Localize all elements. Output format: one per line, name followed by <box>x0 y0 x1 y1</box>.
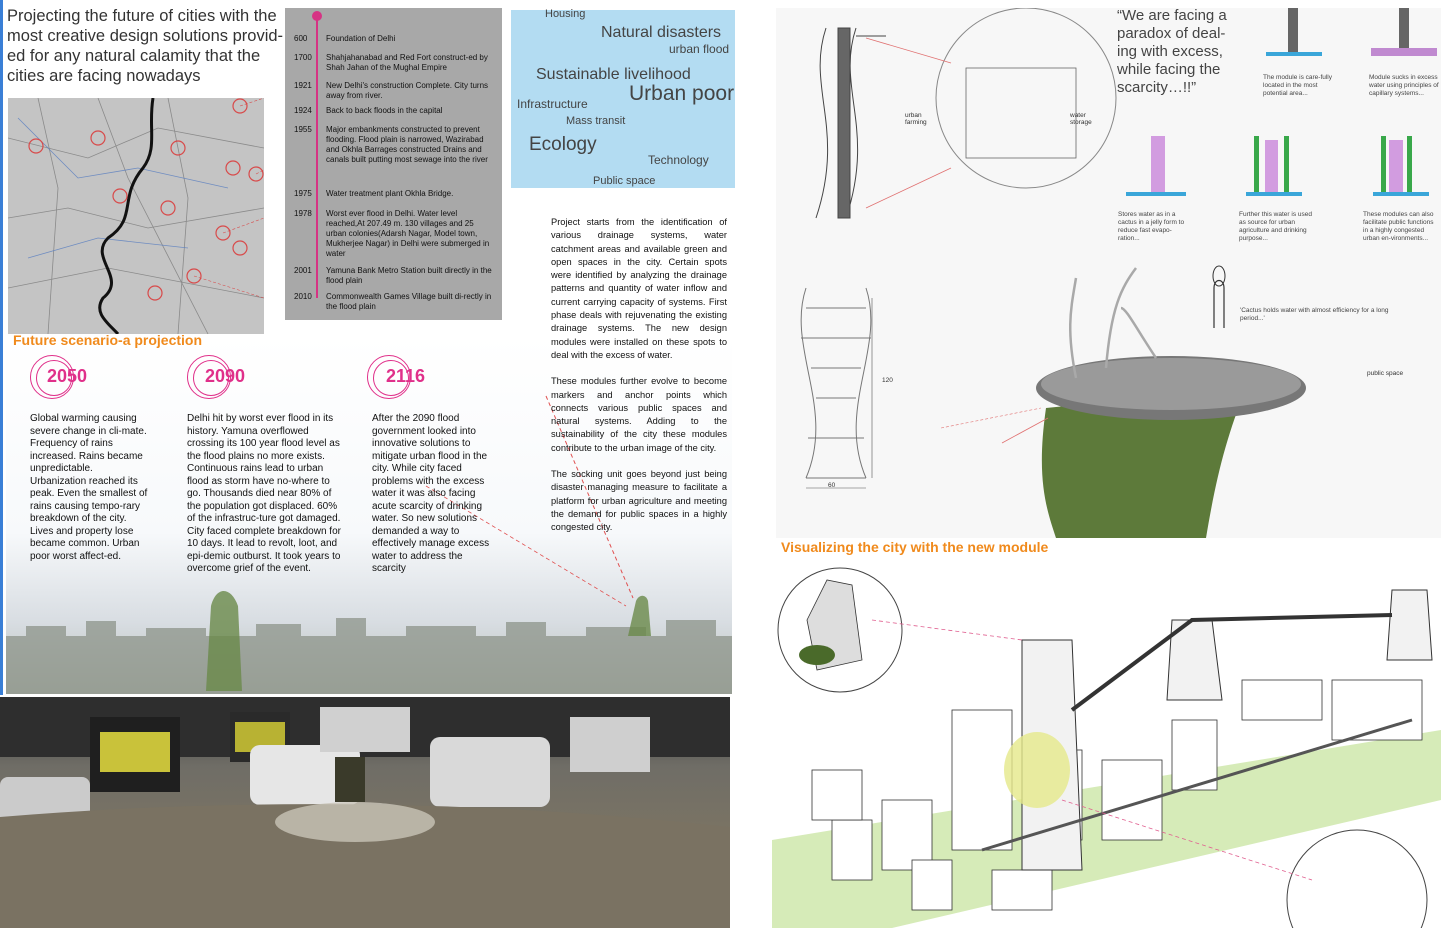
scenario-text: Delhi hit by worst ever flood in its history. Yamuna overflowed crossing its 100 year flood level as the flood plains no more exists. Continuous rains lead to urban flood as storm have no-where to go. Thousands died near 80% of the population got displaced. 60% of the infrastruc-ture got damaged. City faced complete breakdown for 10 days. It lead to revolt, loot, and epi-demic outburst. It took years to overcome grief of the event. <box>187 413 341 574</box>
keyword: urban flood <box>669 42 730 56</box>
keyword: Sustainable livelihood <box>536 66 691 83</box>
scenario-year: 2050 <box>47 366 88 386</box>
project-paragraph: Project starts from the identification of various drainage systems, water catchment areas and available green and open spaces in the city. Certain spots were identified by analyzing the drainage patterns and quantity of water inflow and current carrying capacity of systems. First phase deals with rejuvenating the existing drainage systems. The new design modules were installed on these spots to deal with the excess of water. <box>551 217 727 360</box>
timeline-year: 2001 <box>294 266 312 275</box>
timeline-year: 600 <box>294 34 308 43</box>
project-description <box>551 216 727 535</box>
keyword: Ecology <box>529 134 597 155</box>
module-caption: The module is care-fully located in the most potential area... <box>1263 74 1332 97</box>
module-caption: These modules can also facilitate public functions in a highly congested urban en-vironments... <box>1363 211 1434 242</box>
intro-line: Projecting the future of cities with the <box>7 7 277 25</box>
city-visualization <box>772 560 1441 928</box>
scenario-text: Global warming causing severe change in cli-mate. Frequency of rains increased. Rains became unpredictable. Urbanization reached its peak. Even the smallest of rains causing tempo-rary breakdown of the city. Lives and property lose became common. Urban poor worst affect-ed. <box>30 413 148 562</box>
timeline-text: Back to back floods in the capital <box>326 106 443 115</box>
intro-line: ed for any natural calamity that the <box>7 47 261 65</box>
scenario-text: After the 2090 flood government looked into innovative solutions to mitigate urban flood in the city. While city faced problems with the excess water it was also facing acute scarcity of drinking water. So new solutions demanded a way to effectively manage excess water to address the scarcity <box>372 413 490 574</box>
keyword: Infrastructure <box>517 97 588 111</box>
scenario-year: 2090 <box>205 366 246 386</box>
water-storage-label: water storage <box>1070 112 1092 126</box>
timeline-year: 1955 <box>294 125 312 134</box>
timeline-text: New Delhi's construction Complete. City turns away from river. <box>326 81 489 100</box>
keyword: Housing <box>545 8 586 20</box>
module-concept-panel <box>776 8 1441 538</box>
timeline-text: Foundation of Delhi <box>326 34 396 43</box>
urban-farming-label: urban farming <box>905 112 927 126</box>
keyword: Natural disasters <box>601 24 722 41</box>
timeline-year: 1978 <box>294 209 312 218</box>
paradox-quote: “We are facing a paradox of deal-ing with excess, while facing the scarcity…!!” <box>1117 7 1227 96</box>
intro-line: most creative design solutions provid- <box>7 27 284 45</box>
keyword: Mass transit <box>566 115 626 127</box>
scenario-title: Future scenario-a projection <box>13 332 203 348</box>
cactus-caption: 'Cactus holds water with almost efficiency for a long period...' <box>1240 307 1389 322</box>
flood-photo <box>0 697 730 928</box>
timeline-year: 1921 <box>294 81 312 90</box>
timeline-text: Yamuna Bank Metro Station built directly in the flood plain <box>326 266 492 285</box>
timeline-axis <box>316 14 318 298</box>
keyword: Urban poor <box>629 82 735 105</box>
module-caption: Stores water as in a cactus in a jelly form to reduce fast evapo-ration... <box>1118 211 1185 242</box>
timeline-text: Shahjahanabad and Red Fort construct-ed by Shah Jahan of the Mughal Empire <box>326 53 488 72</box>
timeline-year: 1700 <box>294 53 312 62</box>
timeline-text: Worst ever flood in Delhi. Water level reached,At 207.49 m. 130 villages and 25 urban colonies(Adarsh Nagar, Model town, Mukherjee Nagar) in Delhi were submerged in water <box>326 209 490 258</box>
height-dimension: 120 <box>882 377 893 384</box>
timeline-year: 2010 <box>294 292 312 301</box>
scenario-year: 2116 <box>386 366 426 386</box>
keyword-cloud <box>511 10 735 188</box>
timeline-text: Commonwealth Games Village built di-rectly in the flood plain <box>326 292 492 311</box>
module-caption: Module sucks in excess water using principles of capillary systems... <box>1369 74 1439 97</box>
timeline-year: 1924 <box>294 106 312 115</box>
intro-line: cities are facing nowadays <box>7 67 201 85</box>
project-paragraph: The socking unit goes beyond just being disaster managing measure to facilitate a platform for urban agriculture and meeting the demand for public spaces in a highly congested city. <box>551 469 727 533</box>
keyword: Technology <box>648 153 709 167</box>
keyword: Public space <box>593 175 656 187</box>
timeline-start-dot <box>312 11 322 21</box>
delhi-map <box>8 98 264 334</box>
intro-text <box>7 6 287 86</box>
visualizing-title: Visualizing the city with the new module <box>781 539 1049 555</box>
project-paragraph: These modules further evolve to become markers and anchor points which connects various public spaces and natural systems. Adding to the sustainability of the city these modules contribute to the urban image of the city. <box>551 376 727 453</box>
timeline-text: Water treatment plant Okhla Bridge. <box>326 189 454 198</box>
width-dimension: 60 <box>828 482 836 489</box>
public-space-label: public space <box>1367 370 1404 377</box>
left-accent-bar <box>0 0 3 695</box>
timeline-text: Major embankments constructed to prevent flooding. Flood plain is narrowed, Wazirabad and Okhla Barrages constructed Drains and canals built putting most sewage into the river <box>326 125 488 164</box>
module-caption: Further this water is used as source for urban agriculture and drinking purpose... <box>1239 211 1312 242</box>
timeline-year: 1975 <box>294 189 312 198</box>
